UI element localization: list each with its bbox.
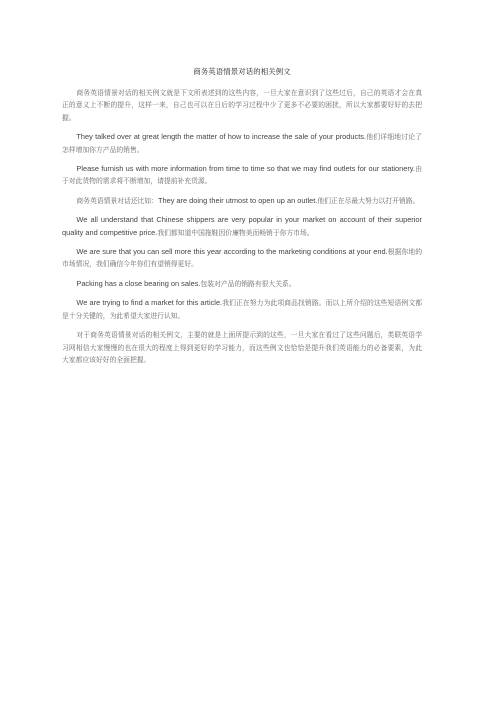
chinese-text: 我们都知道中国拖鞋因价廉物美而畅销于你方市场。: [157, 228, 314, 237]
paragraph: [62, 195, 422, 207]
chinese-text: 他们详细地讨论了怎样增加你方产品的销售。: [62, 133, 423, 154]
paragraph: [62, 131, 422, 156]
chinese-text: 他们正在尽最大努力以打开销路。: [317, 196, 420, 205]
english-sentence: We all understand that Chinese shippers are very popular in your market on account of their superior quality and competitive price.: [62, 215, 422, 237]
english-sentence: We are sure that you can sell more this year according to the marketing conditions at your end.: [76, 247, 388, 257]
chinese-text: 商务英语情景对话的相关例文就是下文所表述到的这些内容，一旦大家在意识到了这些过后，自己的英语才会在真正的意义上不断的提升，这样一来，自己也可以在日后的学习过程中少了更多不必要的困扰，所以大家都要好好的去把握。: [62, 89, 422, 122]
chinese-text: 包装对产品的销路有很大关系。: [200, 279, 296, 288]
paragraph: [62, 278, 422, 290]
english-sentence: Please furnish us with more information from time to time so that we may find outlets for our stationery.: [76, 164, 416, 174]
english-sentence: We are trying to find a market for this article.: [76, 298, 223, 308]
document-body: [62, 87, 422, 366]
english-sentence: Packing has a close bearing on sales.: [76, 278, 201, 288]
chinese-text: 我们正在努力为此项商品找销路。而以上所介绍的这些短语例文都是十分关键的，为此希望大家进行认知。: [62, 299, 423, 320]
paragraph: [62, 297, 422, 322]
paragraph: [62, 246, 422, 271]
chinese-text: 商务英语情景对话还比如：: [76, 196, 158, 205]
chinese-text: 由于对此货物的需求将不断增加，请提前补充货源。: [62, 165, 423, 186]
english-sentence: They talked over at great length the matter of how to increase the sale of your products.: [76, 132, 366, 142]
chinese-text: 对于商务英语情景对话的相关例文，主要的就是上面所提示到的这些，一旦大家在看过了这些问题后，类联英语学习网相信大家慢慢的也在很大的程度上得到更好的学习能力，而这些例文也恰恰是提升我们英语能力的必备要素，为此大家都应该好好的全面把握。: [62, 331, 422, 364]
paragraph: [62, 214, 422, 239]
document-title: 商务英语情景对话的相关例文: [193, 67, 291, 76]
paragraph: [62, 87, 422, 124]
paragraph: [62, 163, 422, 188]
document-page: [62, 66, 422, 373]
paragraph: [62, 329, 422, 366]
chinese-text: 根据你地的市场情况，我们确信今年你们有望销得更好。: [62, 248, 423, 269]
english-sentence: They are doing their utmost to open up an outlet.: [157, 195, 318, 205]
